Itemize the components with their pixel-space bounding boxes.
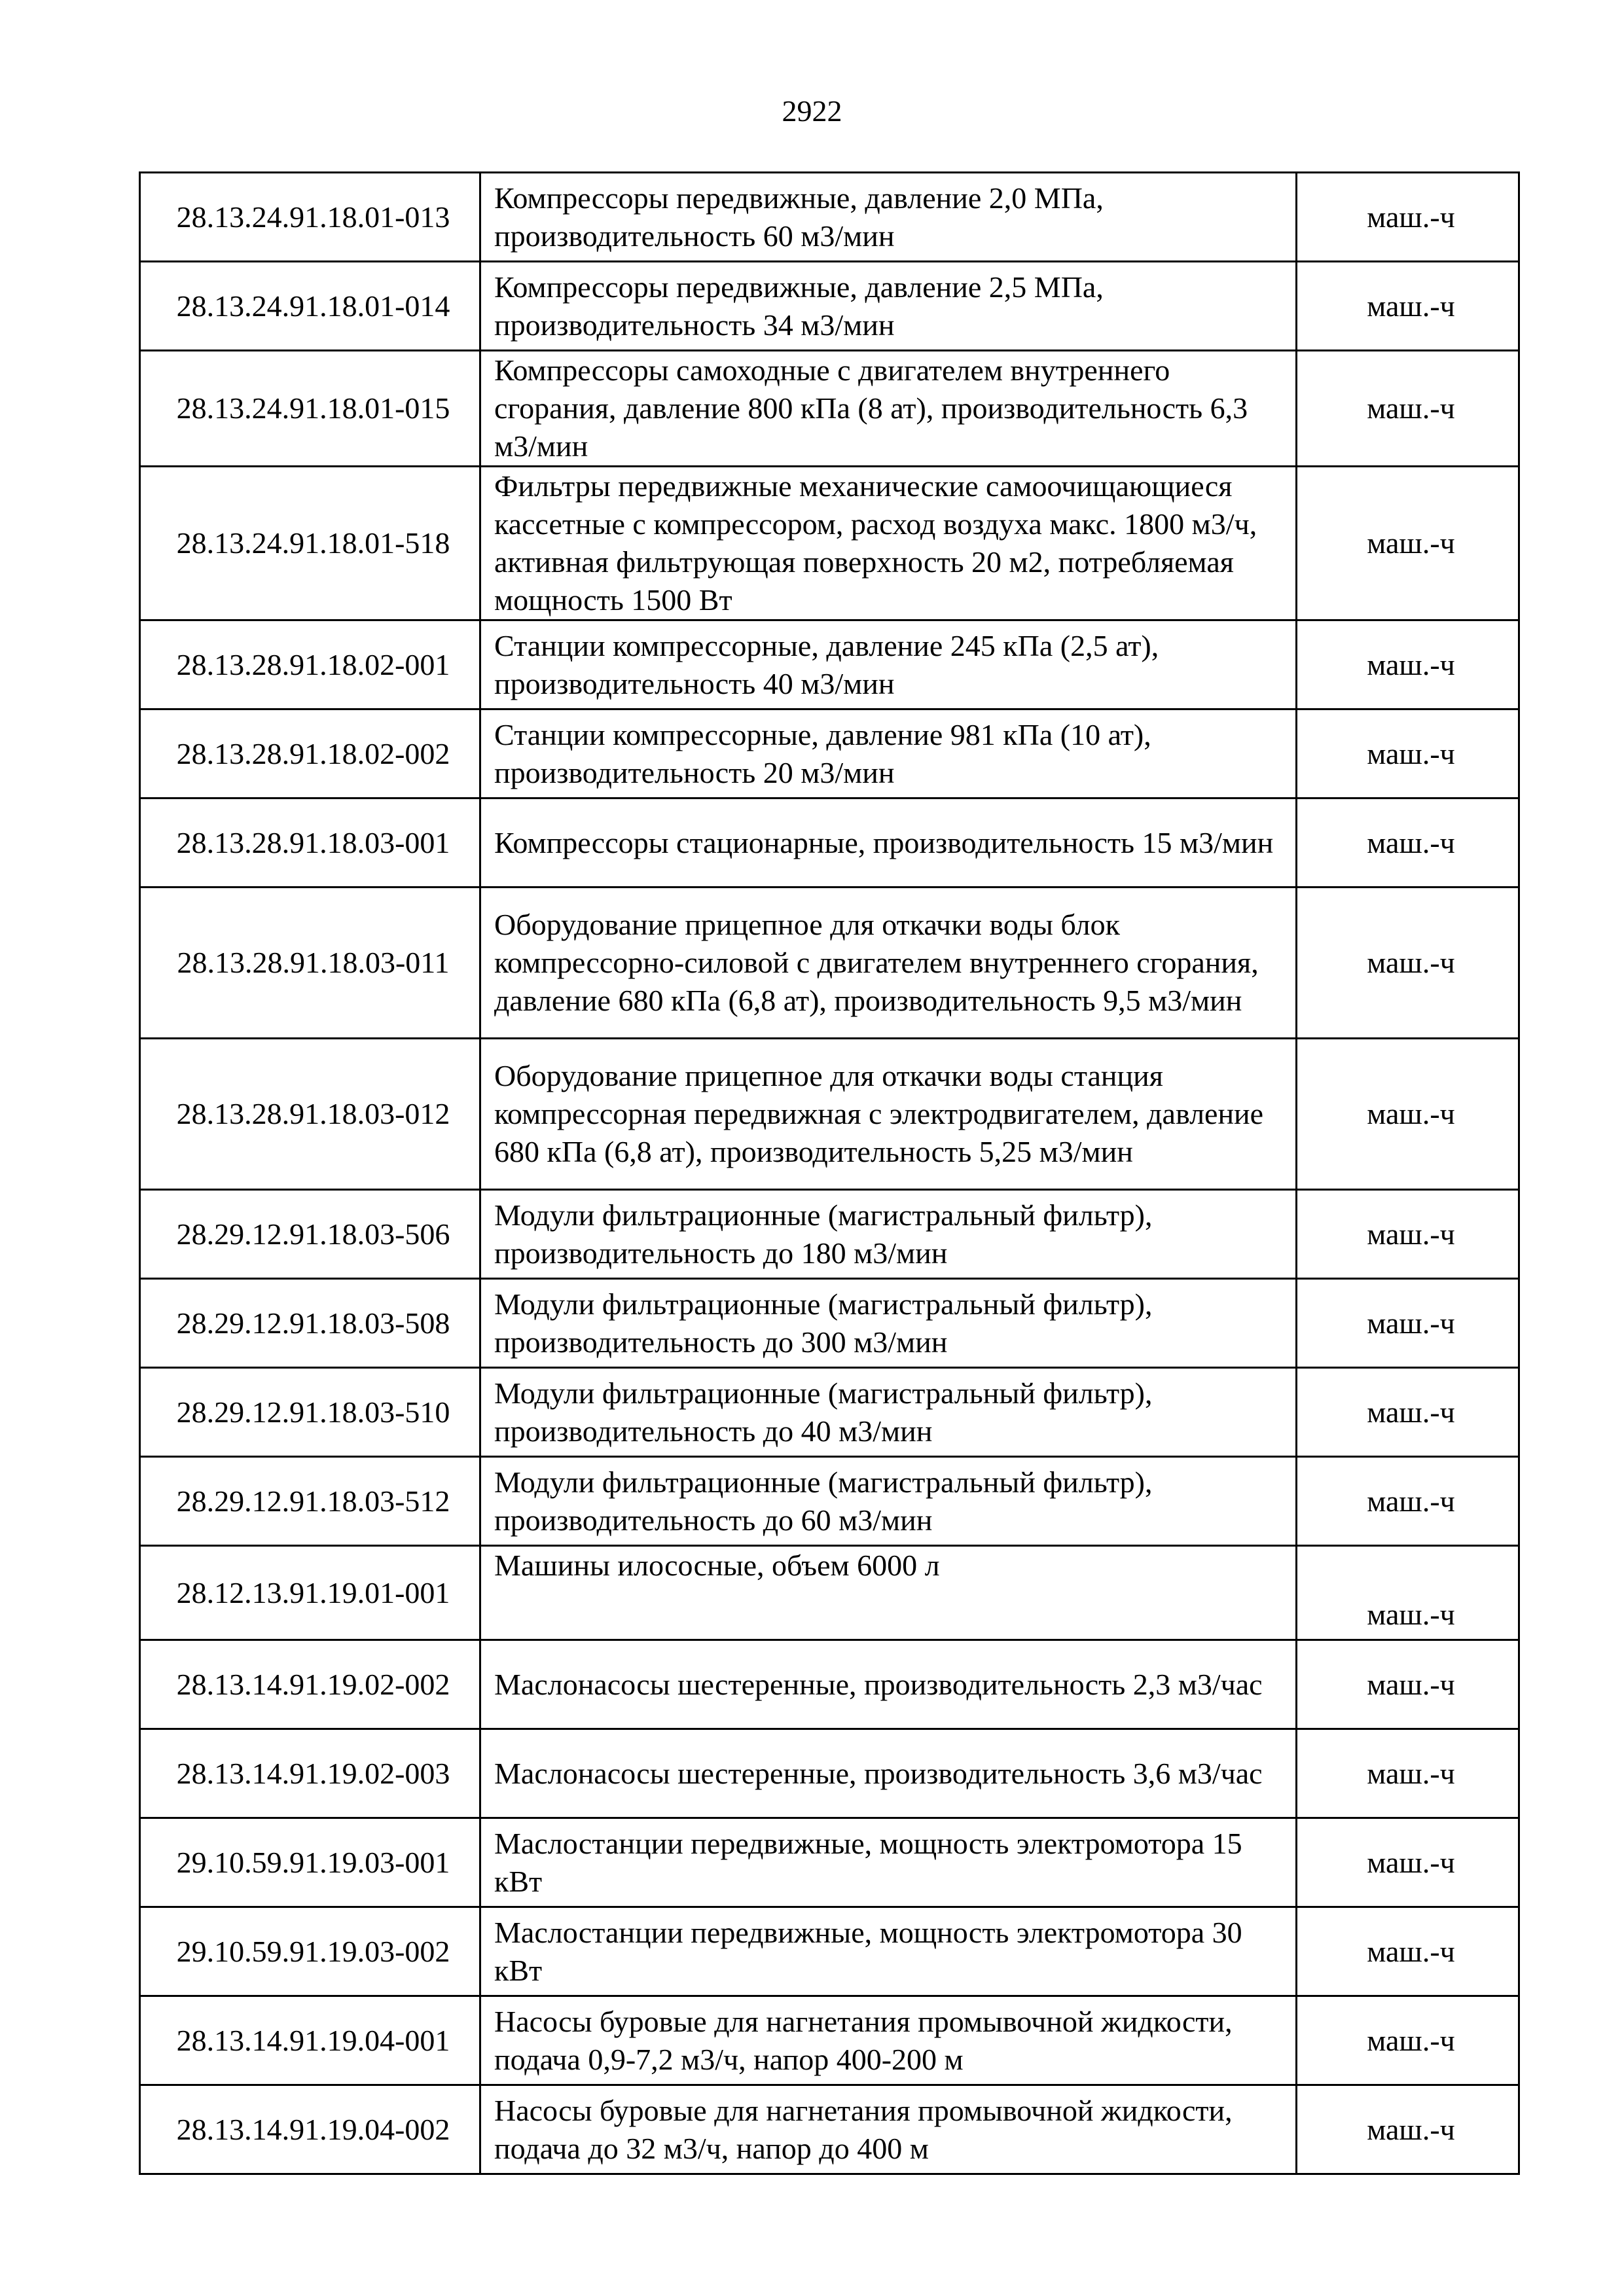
table-row (140, 1039, 1519, 1190)
resource-description: Станции компрессорные, давление 981 кПа (10 ат), производительность 20 м3/мин (480, 709, 1297, 798)
resource-description: Насосы буровые для нагнетания промывочной жидкости, подача 0,9-7,2 м3/ч, напор 400-200 м (480, 1996, 1297, 2085)
resource-unit: маш.-ч (1297, 1546, 1519, 1640)
table-row (140, 351, 1519, 467)
resource-description: Фильтры передвижные механические самоочищающиеся кассетные с компрессором, расход воздуха макс. 1800 м3/ч, активная фильтрующая поверхность 20 м2, потребляемая мощность 1500 Вт (480, 467, 1297, 620)
table-row (140, 1729, 1519, 1818)
resource-code: 28.13.28.91.18.03-012 (140, 1039, 480, 1190)
resource-code: 28.13.14.91.19.02-002 (140, 1640, 480, 1729)
table-row (140, 1996, 1519, 2085)
resource-table (139, 171, 1520, 2175)
resource-code: 28.13.24.91.18.01-013 (140, 173, 480, 262)
resource-description: Компрессоры передвижные, давление 2,0 МПа, производительность 60 м3/мин (480, 173, 1297, 262)
resource-code: 28.13.14.91.19.04-002 (140, 2085, 480, 2174)
resource-unit: маш.-ч (1297, 1818, 1519, 1907)
table-row (140, 1457, 1519, 1546)
resource-description: Оборудование прицепное для откачки воды блок компрессорно-силовой с двигателем внутреннего сгорания, давление 680 кПа (6,8 ат), производительность 9,5 м3/мин (480, 888, 1297, 1039)
table-row (140, 620, 1519, 709)
table-row (140, 709, 1519, 798)
page-number: 2922 (782, 94, 842, 128)
resource-description: Компрессоры самоходные с двигателем внутреннего сгорания, давление 800 кПа (8 ат), производительность 6,3 м3/мин (480, 351, 1297, 467)
resource-description: Маслонасосы шестеренные, производительность 3,6 м3/час (480, 1729, 1297, 1818)
table-row (140, 1279, 1519, 1368)
resource-code: 28.13.24.91.18.01-014 (140, 262, 480, 351)
table-row (140, 173, 1519, 262)
resource-unit: маш.-ч (1297, 1996, 1519, 2085)
resource-description: Модули фильтрационные (магистральный фильтр), производительность до 180 м3/мин (480, 1190, 1297, 1279)
table-row (140, 798, 1519, 888)
resource-code: 28.29.12.91.18.03-512 (140, 1457, 480, 1546)
resource-code: 28.13.24.91.18.01-518 (140, 467, 480, 620)
resource-code: 29.10.59.91.19.03-002 (140, 1907, 480, 1996)
table-row (140, 1546, 1519, 1640)
resource-unit: маш.-ч (1297, 1729, 1519, 1818)
resource-unit: маш.-ч (1297, 709, 1519, 798)
resource-unit: маш.-ч (1297, 351, 1519, 467)
resource-description: Модули фильтрационные (магистральный фильтр), производительность до 40 м3/мин (480, 1368, 1297, 1457)
resource-description: Модули фильтрационные (магистральный фильтр), производительность до 300 м3/мин (480, 1279, 1297, 1368)
resource-code: 28.12.13.91.19.01-001 (140, 1546, 480, 1640)
table-row (140, 2085, 1519, 2174)
resource-description: Маслостанции передвижные, мощность электромотора 15 кВт (480, 1818, 1297, 1907)
resource-code: 29.10.59.91.19.03-001 (140, 1818, 480, 1907)
resource-description: Компрессоры стационарные, производительность 15 м3/мин (480, 798, 1297, 888)
resource-unit: маш.-ч (1297, 1190, 1519, 1279)
resource-unit: маш.-ч (1297, 2085, 1519, 2174)
resource-unit: маш.-ч (1297, 1279, 1519, 1368)
resource-description: Компрессоры передвижные, давление 2,5 МПа, производительность 34 м3/мин (480, 262, 1297, 351)
table-row (140, 1818, 1519, 1907)
resource-code: 28.29.12.91.18.03-506 (140, 1190, 480, 1279)
resource-description: Машины илососные, объем 6000 л (480, 1546, 1297, 1640)
table-row (140, 467, 1519, 620)
resource-description: Станции компрессорные, давление 245 кПа (2,5 ат), производительность 40 м3/мин (480, 620, 1297, 709)
resource-description: Оборудование прицепное для откачки воды станция компрессорная передвижная с электродвигателем, давление 680 кПа (6,8 ат), производительность 5,25 м3/мин (480, 1039, 1297, 1190)
resource-description: Маслостанции передвижные, мощность электромотора 30 кВт (480, 1907, 1297, 1996)
resource-description: Насосы буровые для нагнетания промывочной жидкости, подача до 32 м3/ч, напор до 400 м (480, 2085, 1297, 2174)
resource-unit: маш.-ч (1297, 262, 1519, 351)
table-row (140, 1368, 1519, 1457)
resource-unit: маш.-ч (1297, 620, 1519, 709)
resource-code: 28.13.28.91.18.03-001 (140, 798, 480, 888)
resource-unit: маш.-ч (1297, 467, 1519, 620)
resource-unit: маш.-ч (1297, 1907, 1519, 1996)
table-row (140, 888, 1519, 1039)
resource-code: 28.13.28.91.18.02-002 (140, 709, 480, 798)
resource-unit: маш.-ч (1297, 173, 1519, 262)
resource-code: 28.13.24.91.18.01-015 (140, 351, 480, 467)
resource-code: 28.13.28.91.18.03-011 (140, 888, 480, 1039)
table-row (140, 1640, 1519, 1729)
resource-description: Модули фильтрационные (магистральный фильтр), производительность до 60 м3/мин (480, 1457, 1297, 1546)
table-row (140, 1190, 1519, 1279)
resource-unit: маш.-ч (1297, 1640, 1519, 1729)
resource-unit: маш.-ч (1297, 1039, 1519, 1190)
resource-code: 28.13.14.91.19.04-001 (140, 1996, 480, 2085)
resource-code: 28.13.14.91.19.02-003 (140, 1729, 480, 1818)
resource-unit: маш.-ч (1297, 798, 1519, 888)
resource-code: 28.29.12.91.18.03-510 (140, 1368, 480, 1457)
resource-code: 28.29.12.91.18.03-508 (140, 1279, 480, 1368)
table-row (140, 262, 1519, 351)
table-row (140, 1907, 1519, 1996)
resource-unit: маш.-ч (1297, 1457, 1519, 1546)
resource-code: 28.13.28.91.18.02-001 (140, 620, 480, 709)
resource-unit: маш.-ч (1297, 888, 1519, 1039)
resource-description: Маслонасосы шестеренные, производительность 2,3 м3/час (480, 1640, 1297, 1729)
resource-unit: маш.-ч (1297, 1368, 1519, 1457)
